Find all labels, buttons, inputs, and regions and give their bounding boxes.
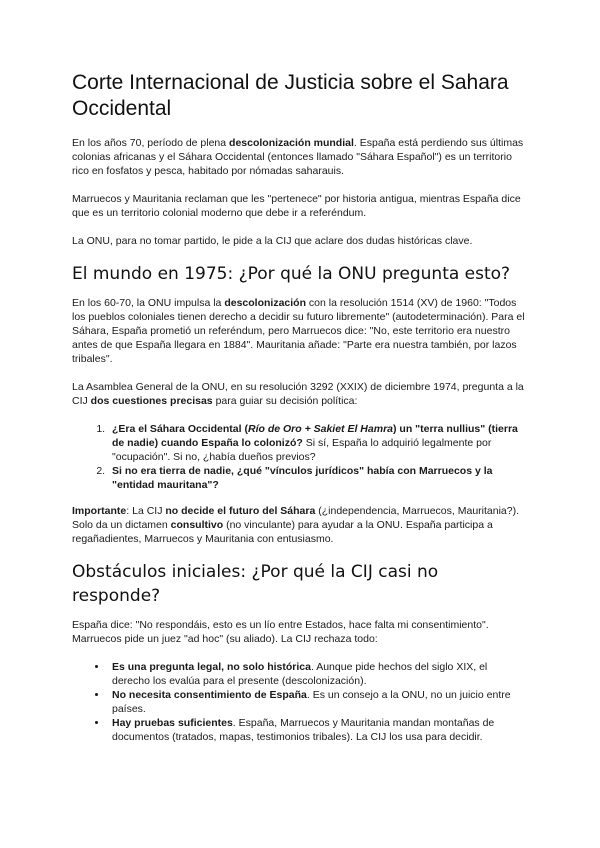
text-run: . Aunque pide hechos del siglo XIX, el derecho los evalúa para el presente (descolonización). bbox=[112, 661, 488, 687]
list-item bbox=[108, 464, 528, 492]
section1-paragraph-3 bbox=[72, 504, 528, 546]
list-item bbox=[108, 660, 528, 688]
document-page bbox=[72, 70, 528, 756]
list-item bbox=[108, 422, 528, 464]
text-run: (¿independencia, Marruecos, Mauritania?). Solo da un dictamen bbox=[72, 505, 520, 531]
section1-paragraph-2 bbox=[72, 380, 528, 408]
text-run: En los 60-70, la ONU impulsa la bbox=[72, 297, 225, 309]
italic-run: Río de Oro + Sakiet El Hamra bbox=[247, 423, 393, 435]
text-run: En los años 70, período de plena bbox=[72, 137, 230, 149]
reasons-list bbox=[72, 660, 528, 744]
section-heading-1: El mundo en 1975: ¿Por qué la ONU pregunta esto? bbox=[72, 264, 511, 284]
text-run: para guiar su decisión política: bbox=[212, 395, 358, 407]
bold-run: Es una pregunta legal, no solo histórica bbox=[112, 661, 311, 673]
text-run: con la resolución 1514 (XV) de 1960: "Todos los pueblos coloniales tienen derecho a decidir su futuro libremente" (autodeterminación). Para el Sáhara, España prometió un referéndum, pero Marruecos dice: "No, este territorio era nuestro antes de que España llegara en 1884". Mauritania añade: "Parte era nuestra también, por lazos tribales". bbox=[72, 297, 525, 365]
text-run: . España, Marruecos y Mauritania mandan montañas de documentos (tratados, mapas, testimonios tribales). La CIJ los usa para decidir. bbox=[112, 717, 495, 743]
bold-run: descolonización bbox=[224, 297, 307, 309]
text-run: ) un "terra nullius" (tierra de nadie) cuando España lo colonizó? bbox=[112, 423, 518, 449]
bold-run: Importante bbox=[72, 505, 127, 517]
intro-paragraph-3: La ONU, para no tomar partido, le pide a la CIJ que aclare dos dudas históricas clave. bbox=[72, 235, 473, 247]
bold-run: Si no era tierra de nadie, ¿qué "vínculos jurídicos" había con Marruecos y la "entidad mauritana"? bbox=[112, 465, 493, 491]
text-run: . Es un consejo a la ONU, no un juicio entre países. bbox=[112, 689, 511, 715]
bold-run: no decide el futuro del Sáhara bbox=[165, 505, 316, 517]
text-run: (no vinculante) para ayudar a la ONU. España participa a regañadientes, Marruecos y Mauritania con entusiasmo. bbox=[72, 519, 493, 545]
bold-run: consultivo bbox=[170, 519, 224, 531]
list-item bbox=[108, 688, 528, 716]
page-title: Corte Internacional de Justicia sobre el Sahara Occidental bbox=[72, 71, 509, 120]
bold-run: descolonización mundial bbox=[229, 137, 354, 149]
intro-paragraph-2: Marruecos y Mauritania reclaman que les "pertenece" por historia antigua, mientras España dice que es un territorio colonial moderno que debe ir a referéndum. bbox=[72, 193, 521, 219]
section-heading-2: Obstáculos iniciales: ¿Por qué la CIJ casi no responde? bbox=[72, 562, 439, 606]
bold-run: No necesita consentimiento de España bbox=[112, 689, 307, 701]
text-run: Si sí, España lo adquirió legalmente por "ocupación". Si no, ¿había dueños previos? bbox=[112, 437, 492, 463]
list-item bbox=[108, 716, 528, 744]
intro-paragraph-1 bbox=[72, 136, 528, 178]
bold-run: dos cuestiones precisas bbox=[90, 395, 213, 407]
questions-list bbox=[72, 422, 528, 492]
bold-run: Hay pruebas suficientes bbox=[112, 717, 233, 729]
section1-paragraph-1 bbox=[72, 296, 528, 366]
text-run: ¿Era el Sáhara Occidental ( bbox=[112, 423, 248, 435]
section2-paragraph-1: España dice: "No respondáis, esto es un lío entre Estados, hace falta mi consentimiento". Marruecos pide un juez "ad hoc" (su aliado). La CIJ rechaza todo: bbox=[72, 619, 489, 645]
text-run: La Asamblea General de la ONU, en su resolución 3292 (XXIX) de diciembre 1974, pregunta a la CIJ bbox=[72, 381, 524, 407]
text-run: . España está perdiendo sus últimas colonias africanas y el Sáhara Occidental (entonces llamado "Sáhara Español") es un territorio rico en fosfatos y pesca, habitado por nómadas saharauis. bbox=[72, 137, 524, 177]
text-run: : La CIJ bbox=[126, 505, 166, 517]
